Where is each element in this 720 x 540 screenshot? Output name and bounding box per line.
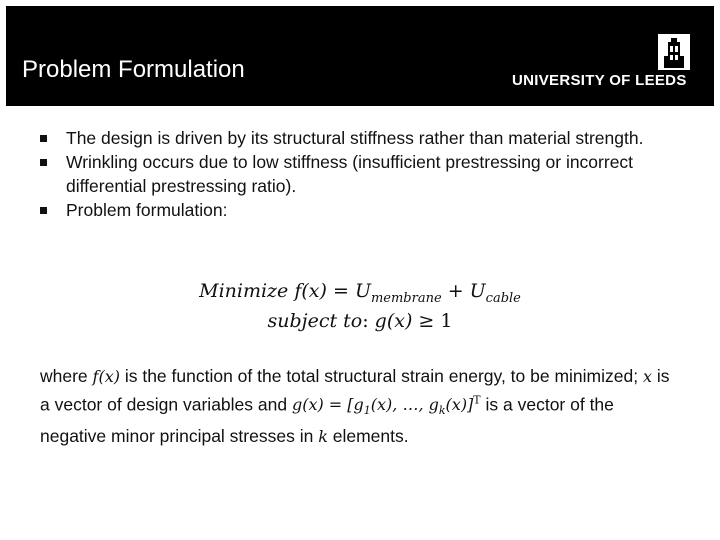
math-g-vector: $g(x) = [g_1(x)$, …, $g_k(x)]^T$: [291, 394, 481, 418]
bullet-list: [40, 126, 680, 222]
eq-f: f(x): [294, 280, 327, 302]
constraint-equation: [140, 310, 580, 332]
math-k: k: [318, 426, 328, 446]
eq-u1-sub: membrane: [370, 290, 442, 306]
bullet-square-icon: [40, 135, 47, 142]
eq-subject-to: subject to: [267, 310, 363, 332]
eq-u2-sub: cable: [485, 290, 521, 306]
bullet-square-icon: [40, 207, 47, 214]
slide-title: Problem Formulation: [22, 56, 245, 83]
bullet-text: The design is driven by its structural stiffness rather than material strength.: [66, 128, 644, 148]
eq-u2: U: [469, 280, 486, 302]
bullet-item: [40, 198, 680, 222]
bullet-item: [40, 150, 680, 198]
objective-equation: [140, 280, 580, 306]
university-tower-icon: [658, 34, 690, 70]
math-x: x: [642, 367, 652, 386]
eq-plus: +: [441, 280, 470, 302]
bullet-square-icon: [40, 159, 47, 166]
eq-g: g(x): [374, 310, 413, 332]
explanation-paragraph: where f(x) is the function of the total structural strain energy, to be minimized; x is a vector of design variables and $g(x) = [g_1(x)$, …, $g_k(x)]^T$ is a vector of the negative minor principal stresses in k elements.: [40, 366, 670, 446]
bullet-text: Wrinkling occurs due to low stiffness (insufficient prestressing or incorrect differential prestressing ratio).: [66, 152, 634, 196]
bullet-item: [40, 126, 680, 150]
math-f: f(x): [92, 367, 120, 386]
bullet-text: Problem formulation:: [66, 200, 228, 220]
eq-colon: :: [362, 310, 375, 332]
eq-u1: U: [354, 280, 371, 302]
university-name: UNIVERSITY OF LEEDS: [512, 72, 687, 89]
eq-equals: =: [326, 280, 355, 302]
university-logo: [512, 34, 697, 94]
eq-minimize: Minimize: [199, 280, 289, 302]
eq-ineq: ≥ 1: [412, 310, 453, 332]
